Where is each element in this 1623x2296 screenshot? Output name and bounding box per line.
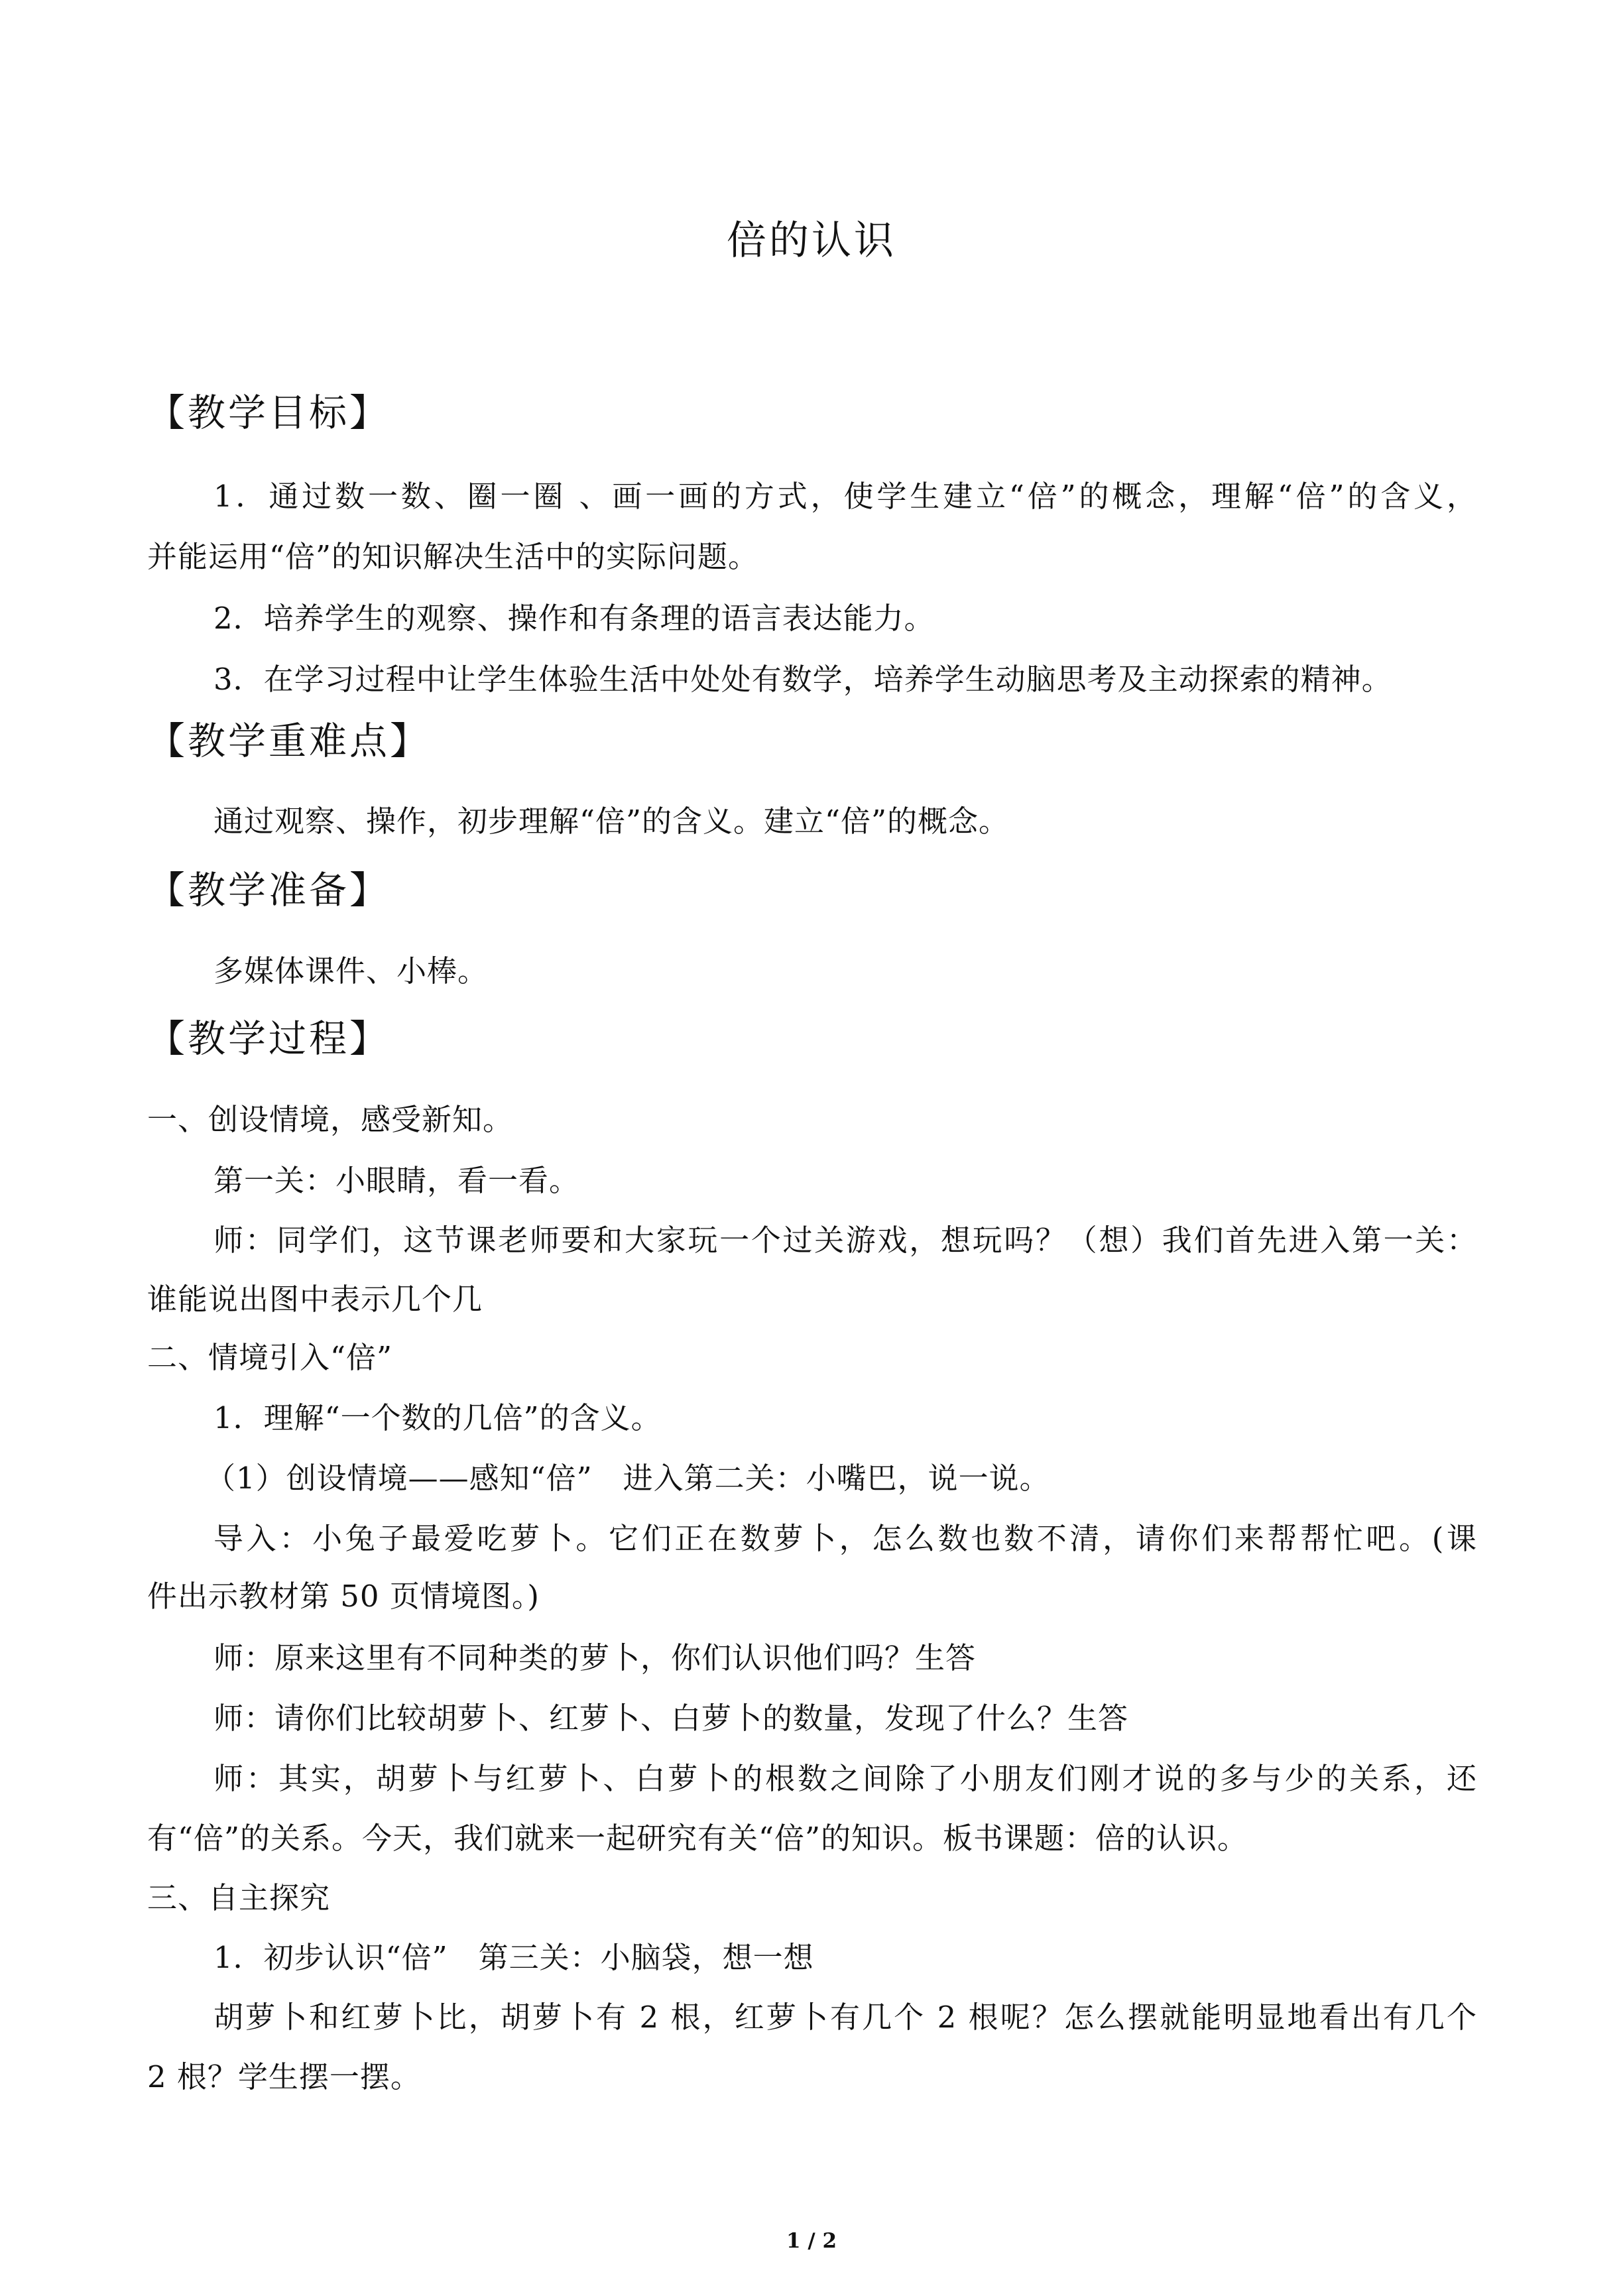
process-line: 件出示教材第 50 页情境图。) xyxy=(147,1579,540,1614)
process-line: 1．初步认识“倍” 第三关：小脑袋，想一想 xyxy=(213,1940,814,1975)
page-number: 1 / 2 xyxy=(786,2229,837,2253)
process-line: 2 根？学生摆一摆。 xyxy=(147,2059,421,2094)
objective-3: 3．在学习过程中让学生体验生活中处处有数学，培养学生动脑思考及主动探索的精神。 xyxy=(213,662,1392,697)
document-title: 倍的认识 xyxy=(727,217,896,264)
process-line: 导入：小兔子最爱吃萝卜。它们正在数萝卜，怎么数也数不清，请你们来帮帮忙吧。(课 xyxy=(213,1521,1477,1556)
process-step-2-title: 二、情境引入“倍” xyxy=(147,1340,393,1375)
process-line: 谁能说出图中表示几个几 xyxy=(147,1282,483,1317)
process-line: 师：请你们比较胡萝卜、红萝卜、白萝卜的数量，发现了什么？生答 xyxy=(213,1701,1129,1736)
keypoints-text: 通过观察、操作，初步理解“倍”的含义。建立“倍”的概念。 xyxy=(213,804,1010,839)
process-line: （1）创设情境——感知“倍” 进入第二关：小嘴巴，说一说。 xyxy=(206,1461,1050,1496)
process-line: 胡萝卜和红萝卜比，胡萝卜有 2 根，红萝卜有几个 2 根呢？怎么摆就能明显地看出有几个 xyxy=(213,2000,1477,2035)
section-heading-objectives: 【教学目标】 xyxy=(147,391,390,435)
section-heading-preparation: 【教学准备】 xyxy=(147,869,390,912)
objective-1-line-2: 并能运用“倍”的知识解决生活中的实际问题。 xyxy=(147,539,759,574)
process-line: 有“倍”的关系。今天，我们就来一起研究有关“倍”的知识。板书课题：倍的认识。 xyxy=(147,1821,1248,1856)
objective-1-line-1: 1．通过数一数、圈一圈 、画一画的方式，使学生建立“倍”的概念，理解“倍”的含义， xyxy=(213,479,1477,514)
section-heading-process: 【教学过程】 xyxy=(147,1017,390,1061)
section-heading-keypoints: 【教学重难点】 xyxy=(147,719,430,763)
process-line: 师：其实，胡萝卜与红萝卜、白萝卜的根数之间除了小朋友们刚才说的多与少的关系，还 xyxy=(213,1761,1477,1796)
process-line: 师：同学们，这节课老师要和大家玩一个过关游戏，想玩吗？（想）我们首先进入第一关： xyxy=(213,1223,1477,1258)
process-line: 师：原来这里有不同种类的萝卜，你们认识他们吗？生答 xyxy=(213,1640,977,1675)
process-line: 1．理解“一个数的几倍”的含义。 xyxy=(213,1400,662,1435)
process-line: 第一关：小眼睛，看一看。 xyxy=(213,1163,580,1198)
process-step-1-title: 一、创设情境，感受新知。 xyxy=(147,1102,514,1137)
preparation-text: 多媒体课件、小棒。 xyxy=(213,953,489,989)
objective-2: 2．培养学生的观察、操作和有条理的语言表达能力。 xyxy=(213,601,935,636)
process-step-3-title: 三、自主探究 xyxy=(147,1880,331,1915)
